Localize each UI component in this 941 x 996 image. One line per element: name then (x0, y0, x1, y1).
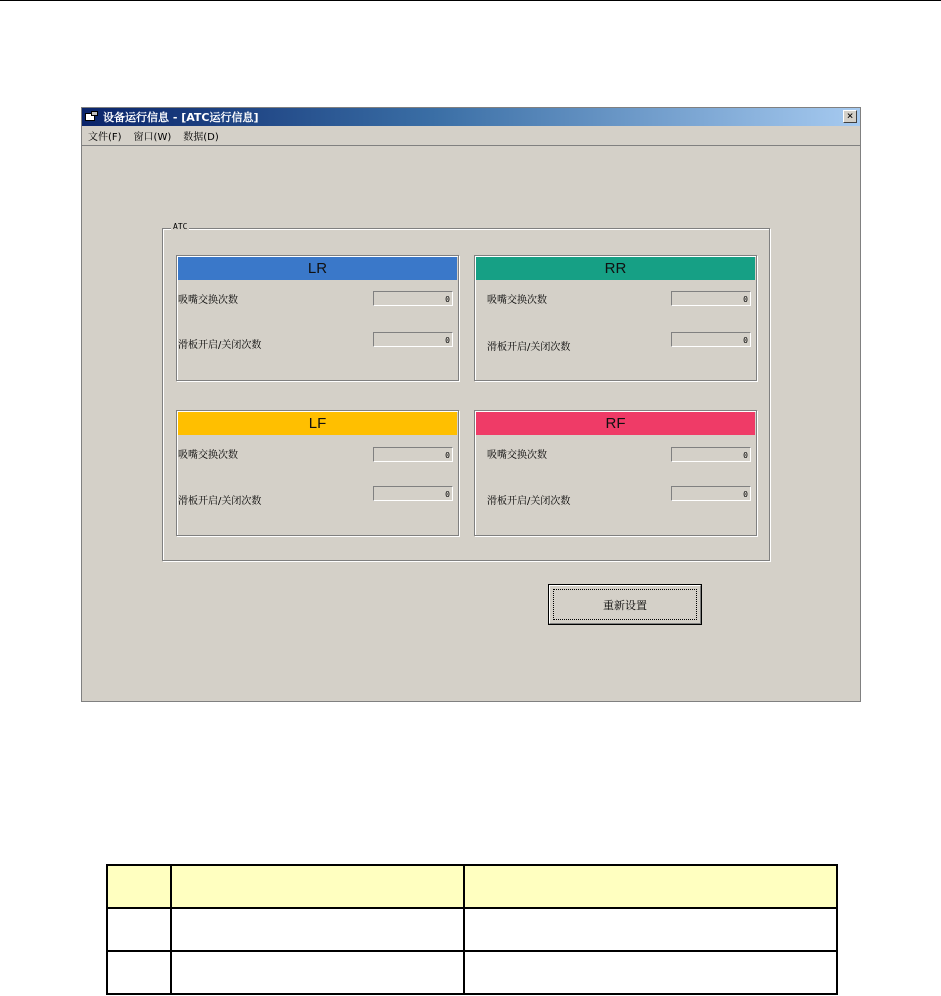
panel-rr (474, 255, 757, 381)
panel-rf (474, 410, 757, 536)
panel-rr-header: RR (476, 257, 755, 280)
panel-lr (176, 255, 459, 381)
menu-file[interactable]: 文件(F) (88, 132, 122, 143)
table-header-row (107, 865, 837, 908)
table-cell (171, 951, 464, 994)
table-cell (107, 908, 171, 951)
table-cell (464, 908, 837, 951)
reset-button[interactable]: 重新设置 (548, 584, 702, 625)
nozzle-change-count-field: 0 (373, 291, 453, 306)
slide-open-close-count-label: 滑板开启/关闭次数 (178, 496, 262, 507)
slide-open-close-count-field: 0 (671, 486, 751, 501)
table-cell (464, 951, 837, 994)
slide-open-close-count-label: 滑板开启/关闭次数 (487, 342, 571, 353)
slide-open-close-count-label: 滑板开启/关闭次数 (487, 496, 571, 507)
menu-bar (82, 126, 860, 146)
nozzle-change-count-label: 吸嘴交换次数 (178, 295, 238, 306)
table-cell (171, 908, 464, 951)
window-title: 设备运行信息 - [ATC运行信息] (103, 111, 259, 124)
table-row (107, 908, 837, 951)
menu-window[interactable]: 窗口(W) (133, 132, 172, 143)
atc-group-label: ATC (173, 222, 188, 231)
title-bar[interactable] (82, 108, 860, 126)
panel-lr-header: LR (178, 257, 457, 280)
nozzle-change-count-field: 0 (373, 447, 453, 462)
computer-icon (85, 111, 99, 123)
close-button[interactable]: × (843, 110, 857, 123)
document-table (106, 864, 838, 995)
table-cell (464, 865, 837, 908)
slide-open-close-count-field: 0 (373, 332, 453, 347)
table-row (107, 951, 837, 994)
table-cell (107, 951, 171, 994)
nozzle-change-count-field: 0 (671, 291, 751, 306)
panel-lf (176, 410, 459, 536)
nozzle-change-count-label: 吸嘴交换次数 (487, 295, 547, 306)
table-cell (171, 865, 464, 908)
app-window (81, 107, 861, 702)
slide-open-close-count-label: 滑板开启/关闭次数 (178, 340, 262, 351)
slide-open-close-count-field: 0 (373, 486, 453, 501)
nozzle-change-count-field: 0 (671, 447, 751, 462)
menu-data[interactable]: 数据(D) (183, 132, 219, 143)
atc-group (162, 222, 770, 561)
table-cell (107, 865, 171, 908)
slide-open-close-count-field: 0 (671, 332, 751, 347)
panel-rf-header: RF (476, 412, 755, 435)
page-top-rule (0, 0, 941, 1)
panel-lf-header: LF (178, 412, 457, 435)
nozzle-change-count-label: 吸嘴交换次数 (178, 450, 238, 461)
nozzle-change-count-label: 吸嘴交换次数 (487, 450, 547, 461)
